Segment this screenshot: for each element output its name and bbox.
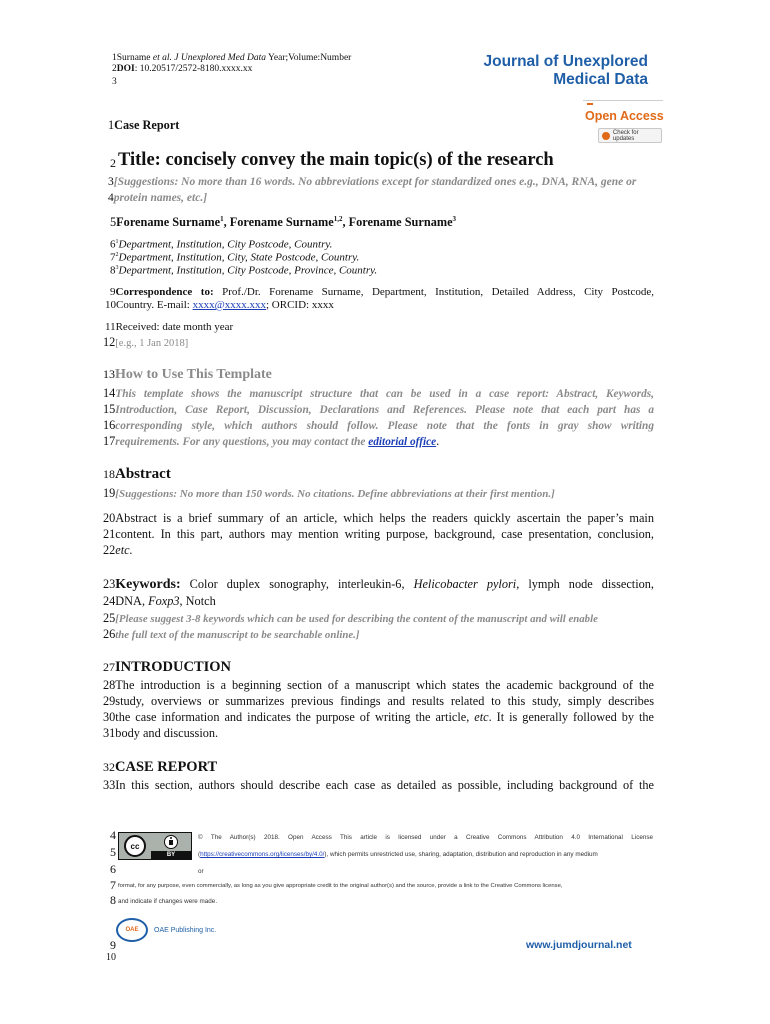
abstract-suggestion: 19[Suggestions: No more than 150 words. No citations. Define abbreviations at their first mention.]: [103, 486, 555, 500]
article-type: 1Case Report: [108, 118, 180, 132]
correspondence-line-2: 10Country. E-mail: xxxx@xxxx.xxx; ORCID: xxxx: [105, 299, 334, 311]
open-access-mark: [587, 103, 593, 105]
journal-name: Journal of Unexplored Medical Data: [483, 53, 648, 88]
by-person-icon: [151, 833, 191, 851]
keywords-suggestion: 26the full text of the manuscript to be searchable online.]: [103, 627, 360, 641]
oae-logo-icon: OAE: [116, 918, 148, 942]
license-text: or: [198, 868, 204, 875]
license-text: and indicate if changes were made.: [118, 898, 218, 905]
email-link[interactable]: xxxx@xxxx.xxx: [192, 299, 266, 311]
title-suggestion-2: 4protein names, etc.]: [108, 192, 208, 204]
page-title: Title: concisely convey the main topic(s) of the research: [118, 150, 554, 170]
abstract-text: 21content. In this part, authors may mention writing purpose, background, case presentation, conclusion,: [103, 527, 654, 541]
line-number: 9: [110, 938, 116, 952]
line-number: 1: [108, 118, 115, 132]
line-number: 10: [106, 952, 116, 963]
affiliation: $7^2Department$, Institution, City, State Postcode, Country.: [110, 251, 360, 264]
introduction-text: 31body and discussion.: [103, 726, 219, 740]
keywords-line-2: 24DNA, Foxp3, Notch: [103, 594, 216, 608]
received-example: 12[e.g., 1 Jan 2018]: [103, 335, 189, 349]
cc-icon: cc: [119, 833, 151, 859]
howto-line: 17requirements. For any questions, you may contact the editorial office.: [103, 434, 440, 448]
line-number: 7: [110, 878, 116, 892]
license-text: format, for any purpose, even commercially, as long as you give appropriate credit to the original author(s) and the source, provide a link to the Creative Commons license,: [118, 883, 563, 889]
title-line-number: 2: [110, 156, 116, 170]
affiliation: $6^1Department$, Institution, City Postcode, Country.: [110, 238, 333, 251]
howto-line: 14This template shows the manuscript structure that can be used in a case report: Abstract, Keywords,: [103, 386, 654, 400]
line-number: 1: [112, 53, 117, 63]
line-number: 5: [110, 845, 116, 859]
line-number: 3: [112, 77, 117, 87]
author-list: 5Forename Surname$^1$, Forename Surname$^{1,2}$, Forename Surname$^3$: [110, 215, 457, 230]
case-report-heading: 32CASE REPORT: [103, 759, 218, 775]
keywords-suggestion: 25[Please suggest 3-8 keywords which can be used for describing the content of the manuscript and will enable: [103, 611, 598, 625]
line-number: 2: [112, 64, 117, 74]
keywords-line-1: 23Keywords: Color duplex sonography, interleukin-6, Helicobacter pylori, lymph node dissection,: [103, 577, 655, 592]
journal-website-link[interactable]: www.jumdjournal.net: [526, 939, 632, 951]
cc-by-badge[interactable]: cc BY: [118, 832, 192, 860]
howto-heading: 13How to Use This Template: [103, 367, 272, 382]
abstract-text: 22etc.: [103, 543, 133, 557]
abstract-heading: 18Abstract: [103, 466, 171, 482]
introduction-text: 28The introduction is a beginning section of a manuscript which states the academic background of the: [103, 678, 654, 692]
correspondence-line-1: 9Correspondence to: Prof./Dr. Forename Surname, Department, Institution, Detailed Address, City Postcode,: [110, 286, 654, 298]
affiliation: $8^3Department$, Institution, City Postcode, Province, Country.: [110, 264, 378, 277]
line-number: 6: [110, 862, 116, 876]
check-for-updates-button[interactable]: Check for updates: [598, 128, 662, 143]
received-date: 11Received: date month year: [105, 321, 234, 333]
open-access-label: Open Access: [585, 109, 664, 123]
line-number: 4: [110, 828, 116, 842]
howto-line: 15Introduction, Case Report, Discussion, Declarations and References. Please note that each part has a: [103, 402, 654, 416]
publisher-logo: OAE OAE Publishing Inc.: [116, 918, 236, 942]
case-report-text: 33In this section, authors should describe each case as detailed as possible, including background of the: [103, 778, 654, 792]
journal-divider: [583, 100, 663, 101]
title-suggestion-1: 3[Suggestions: No more than 16 words. No abbreviations except for standardized ones e.g., DNA, RNA, gene or: [108, 176, 637, 188]
license-text: (https://creativecommons.org/licenses/by/4.0/), which permits unrestricted use, sharing, adaptation, distribution and reproduction in any medium: [198, 851, 598, 858]
editorial-office-link[interactable]: editorial office: [368, 436, 437, 448]
abstract-text: 20Abstract is a brief summary of an article, which helps the readers quickly ascertain the paper’s main: [103, 511, 654, 525]
introduction-text: 29study, overviews or summarizes previous findings and results related to this study, simply describes: [103, 694, 654, 708]
introduction-heading: 27INTRODUCTION: [103, 659, 232, 675]
introduction-text: 30the case information and indicates the purpose of writing the article, etc. It is generally followed by the: [103, 710, 654, 724]
line-number: 8: [110, 893, 116, 907]
running-header: 1Surname et al. J Unexplored Med Data Year;Volume:Number 2DOI: 10.20517/2572-8180.xxxx.xx 3: [112, 53, 352, 87]
howto-line: 16corresponding style, which authors should follow. Please note that the fonts in gray show writing: [103, 418, 654, 432]
license-text: © The Author(s) 2018. Open Access This article is licensed under a Creative Commons Attribution 4.0 International License: [198, 834, 653, 841]
cc-license-link[interactable]: https://creativecommons.org/licenses/by/4.0/: [200, 851, 325, 858]
